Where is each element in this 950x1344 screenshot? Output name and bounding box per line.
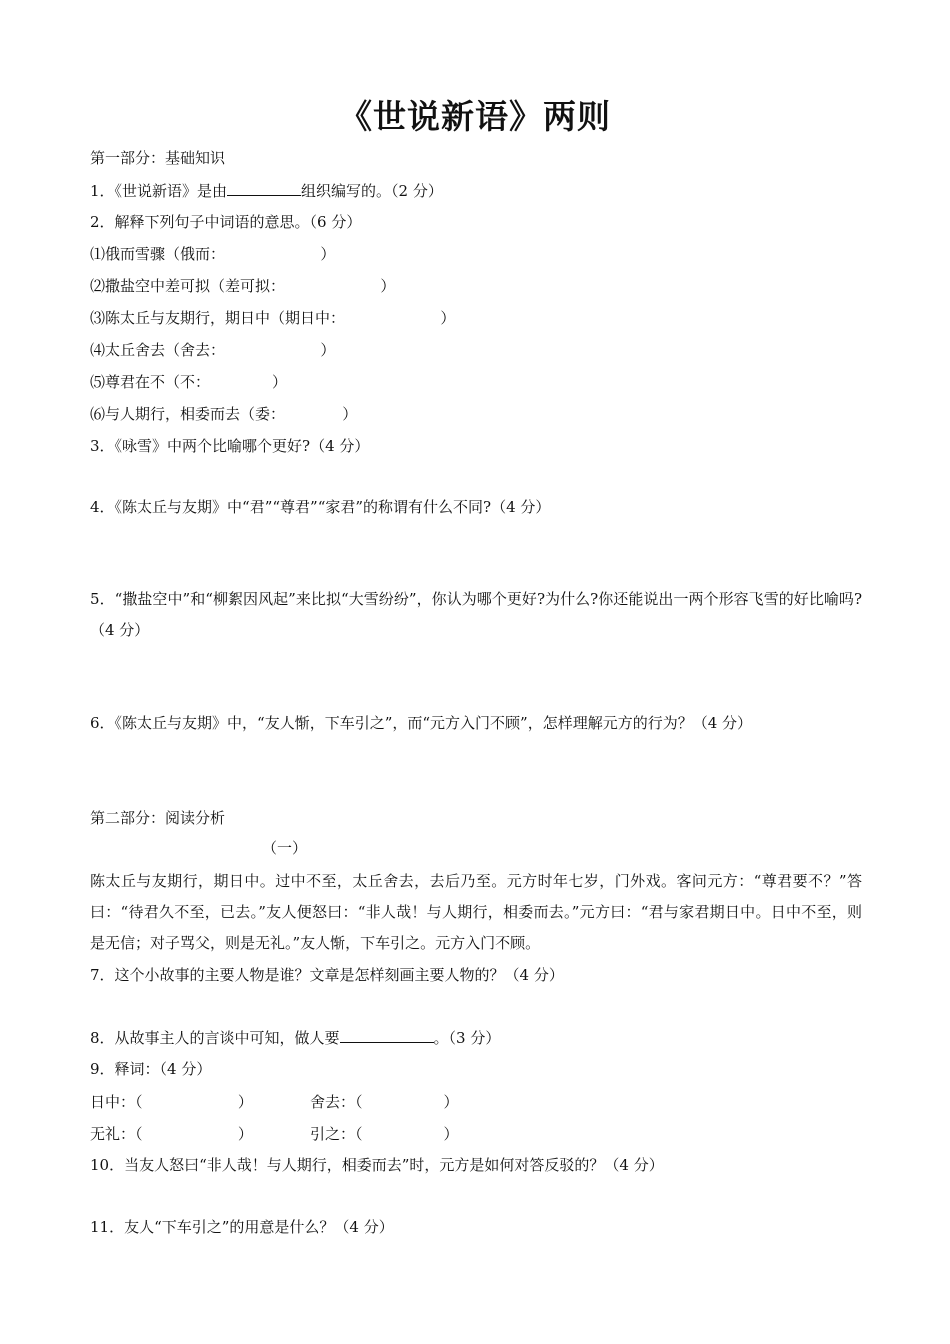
question-1	[90, 180, 443, 201]
question-8-text: 8．从故事主人的言谈中可知，做人要	[90, 1029, 340, 1047]
question-5: 5．“撒盐空中”和“柳絮因风起”来比拟“大雪纷纷”，你认为哪个更好?为什么?你还能说出一两个形容飞雪的好比喻吗?（4 分）	[90, 590, 862, 639]
page-title: 《世说新语》两则	[339, 97, 611, 136]
question-7: 7．这个小故事的主要人物是谁？文章是怎样刻画主要人物的？（4 分）	[90, 966, 564, 984]
question-8-suffix: 。（3 分）	[433, 1029, 501, 1047]
part2-heading: 第二部分：阅读分析	[90, 809, 226, 827]
question-2-item: ⑹与人期行，相委而去（委： ）	[90, 405, 358, 423]
question-2-item: ⑷太丘舍去（舍去： ）	[90, 341, 336, 359]
question-2-item: ⑸尊君在不（不： ）	[90, 373, 287, 391]
question-9-item: 引之：（ ）	[310, 1125, 459, 1143]
question-3: 3．《咏雪》中两个比喻哪个更好?（4 分）	[90, 437, 370, 455]
question-9-item: 舍去：（ ）	[310, 1093, 459, 1111]
question-2-item: ⑵撒盐空中差可拟（差可拟： ）	[90, 277, 396, 295]
question-2-item: ⑴俄而雪骤（俄而： ）	[90, 245, 336, 263]
question-4: 4．《陈太丘与友期》中“君”“尊君”“家君”的称谓有什么不同?（4 分）	[90, 498, 551, 516]
question-9: 9．释词：（4 分）	[90, 1060, 212, 1078]
section-number: （一）	[262, 839, 308, 857]
answer-blank	[340, 1027, 434, 1043]
question-2: 2．解释下列句子中词语的意思。（6 分）	[90, 213, 362, 231]
question-9-item: 日中：（ ）	[90, 1093, 253, 1111]
question-6: 6．《陈太丘与友期》中，“友人惭，下车引之”，而“元方入门不顾”，怎样理解元方的行为？（4 分）	[90, 714, 753, 732]
question-9-item: 无礼：（ ）	[90, 1125, 253, 1143]
question-11: 11．友人“下车引之”的用意是什么？（4 分）	[90, 1218, 394, 1236]
question-1-text: 1．《世说新语》是由	[90, 182, 228, 200]
question-2-item: ⑶陈太丘与友期行，期日中（期日中： ）	[90, 309, 456, 327]
question-8	[90, 1027, 500, 1048]
reading-passage: 陈太丘与友期行，期日中。过中不至，太丘舍去，去后乃至。元方时年七岁，门外戏。客问元方：“尊君要不？”答曰：“待君久不至，已去。”友人便怒曰：“非人哉！与人期行，相委而去。”元方曰：“君与家君期日中。日中不至，则是无信；对子骂父，则是无礼。”友人惭，下车引之。元方入门不顾。	[90, 872, 862, 952]
question-10: 10．当友人怒曰“非人哉！与人期行，相委而去”时，元方是如何对答反驳的？（4 分）	[90, 1156, 664, 1174]
answer-blank	[227, 180, 301, 196]
question-1-suffix: 组织编写的。（2 分）	[301, 182, 443, 200]
part1-heading: 第一部分：基础知识	[90, 149, 226, 167]
